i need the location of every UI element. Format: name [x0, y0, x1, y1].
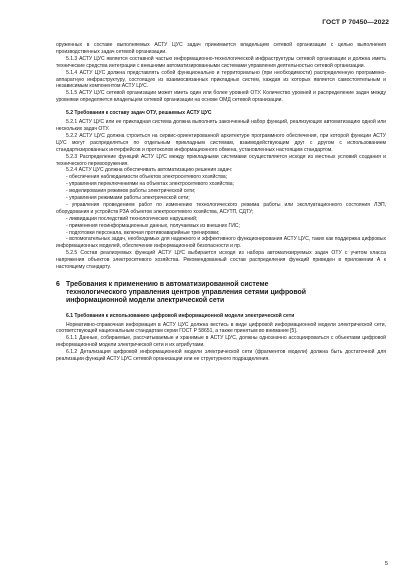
page-body: [56, 42, 386, 363]
paragraph-6-1-2: 6.1.2 Детализация цифровой информационной модели электрической сети (фрагментов модели) должна быть достаточной для реализации функций АСТУ ЦУС сетевой организации или ее структурного подразделения.: [56, 349, 386, 363]
section-title-line: технологического управления центров управления сетями цифровой: [66, 289, 306, 297]
list-item: - ликвидации последствий технологических нарушений;: [66, 215, 198, 222]
list-item: - управления режимами работы электрической сети;: [66, 195, 190, 202]
paragraph-6-1-intro: Нормативно-справочная информация в АСТУ ЦУС должна вестись в виде цифровой информационной модели электрической сети, соответствующей национальным стандартам серии ГОСТ Р 58651, а также принятым во внимание [5].: [56, 321, 386, 335]
list-item: - моделирования режимов работы электрической сети;: [66, 188, 196, 195]
paragraph-5-1-3: 5.1.3 АСТУ ЦУС является составной частью информационно-технологической инфраструктуры сетевой организации и должна иметь технические средства интеграции с внешними автоматизированными системами управления деятельностью сетевой организации.: [56, 55, 386, 69]
standard-header: ГОСТ Р 70450—2022: [322, 19, 389, 26]
page-number: 5: [384, 561, 388, 567]
list-item: - управления переключениями на объектах электросетевого хозяйства;: [66, 181, 235, 188]
section-number: 6: [56, 281, 60, 288]
section-title-line: информационной модели электрической сети: [66, 297, 225, 305]
list-item: - подготовки персонала, включая противоаварийные тренировки;: [66, 229, 220, 236]
paragraph-5-2-1: 5.2.1 АСТУ ЦУС или ее прикладная система должна выполнять законченный набор функций, реализующих автоматизацию одной или нескольких задач ОТУ.: [56, 119, 386, 132]
paragraph-continuation: оруженных в составе выполняемых АСТУ ЦУС задач принимается владельцем сетевой организации с целью выполнения производственных задач сетевой организации.: [56, 42, 386, 55]
paragraph-5-2-5: 5.2.5 Состав реализуемых функций АСТУ ЦУС выбирается исходя из набора автоматизируемых задач ОТУ с учетом класса напряжения объектов электросетевого хозяйства. Рекомендованный состав распределения функций приведен в приложении А к настоящему стандарту.: [56, 250, 386, 271]
paragraph-5-2-4: 5.2.4 АСТУ ЦУС должна обеспечивать автоматизацию решения задач:: [66, 167, 233, 174]
paragraph-5-1-4: 5.1.4 АСТУ ЦУС должна представлять собой функционально и территориально (при необходимости) распределенную программно-аппаратную инфраструктуру, состоящую из взаимосвязанных прикладных систем, каждая из которых является самостоятельным и независимым компонентом АСТУ ЦУС.: [56, 69, 386, 90]
list-item: - применения геоинформационных данных, получаемых из внешних ГИС;: [66, 222, 240, 229]
section-heading-6: [56, 281, 386, 306]
paragraph-5-2-2: 5.2.2 АСТУ ЦУС должна строиться на сервис-ориентированной архитектуре программного обеспечения, при которой функции АСТУ ЦУС могут распределяться по отдельным прикладным системам, взаимодействующим друг с другом с использованием стандартизированных интерфейсов и протоколов информационного обмена, установленных настоящим стандартом.: [56, 132, 386, 153]
section-title-line: Требования к применению в автоматизированной системе: [66, 281, 269, 288]
paragraph-5-1-5: 5.1.5 АСТУ ЦУС сетевой организации может иметь один или более уровней ОТУ. Количество уровней и распределение задач между уровнями определяется владельцем сетевой организации на основе ОМД сетевой организации.: [56, 90, 386, 104]
section-heading-5-2: 5.2 Требования к составу задач ОТУ, решаемых АСТУ ЦУС: [66, 110, 212, 117]
list-item: - управления проведением работ по изменению технологического режима работы или эксплуатационного состояния ЛЭП, оборудования и устройств РЗА объектов электросетевого хозяйства, АСУТП, СДТУ;: [56, 201, 386, 215]
paragraph-6-1-1: 6.1.1 Данные, собираемые, рассчитываемые и хранимые в АСТУ ЦУС, должны однозначно ассоциироваться с объектами цифровой информационной модели электрической сети и их атрибутами.: [56, 335, 386, 349]
list-item: - вспомогательных задач, необходимых для надежного и эффективного функционирования АСТУ ЦУС, таких как поддержка цифровых информационных моделей, обеспечение информационной безопасности и пр.: [56, 236, 386, 250]
section-heading-6-1: 6.1 Требования к использованию цифровой информационной модели электрической сети: [66, 312, 295, 319]
list-item: - обеспечения наблюдаемости объектов электросетевого хозяйства;: [66, 174, 228, 181]
paragraph-5-2-3: 5.2.3 Распределение функций АСТУ ЦУС между прикладными системами осуществляется исходя из местных условий создания и технического перевооружения.: [56, 153, 386, 167]
